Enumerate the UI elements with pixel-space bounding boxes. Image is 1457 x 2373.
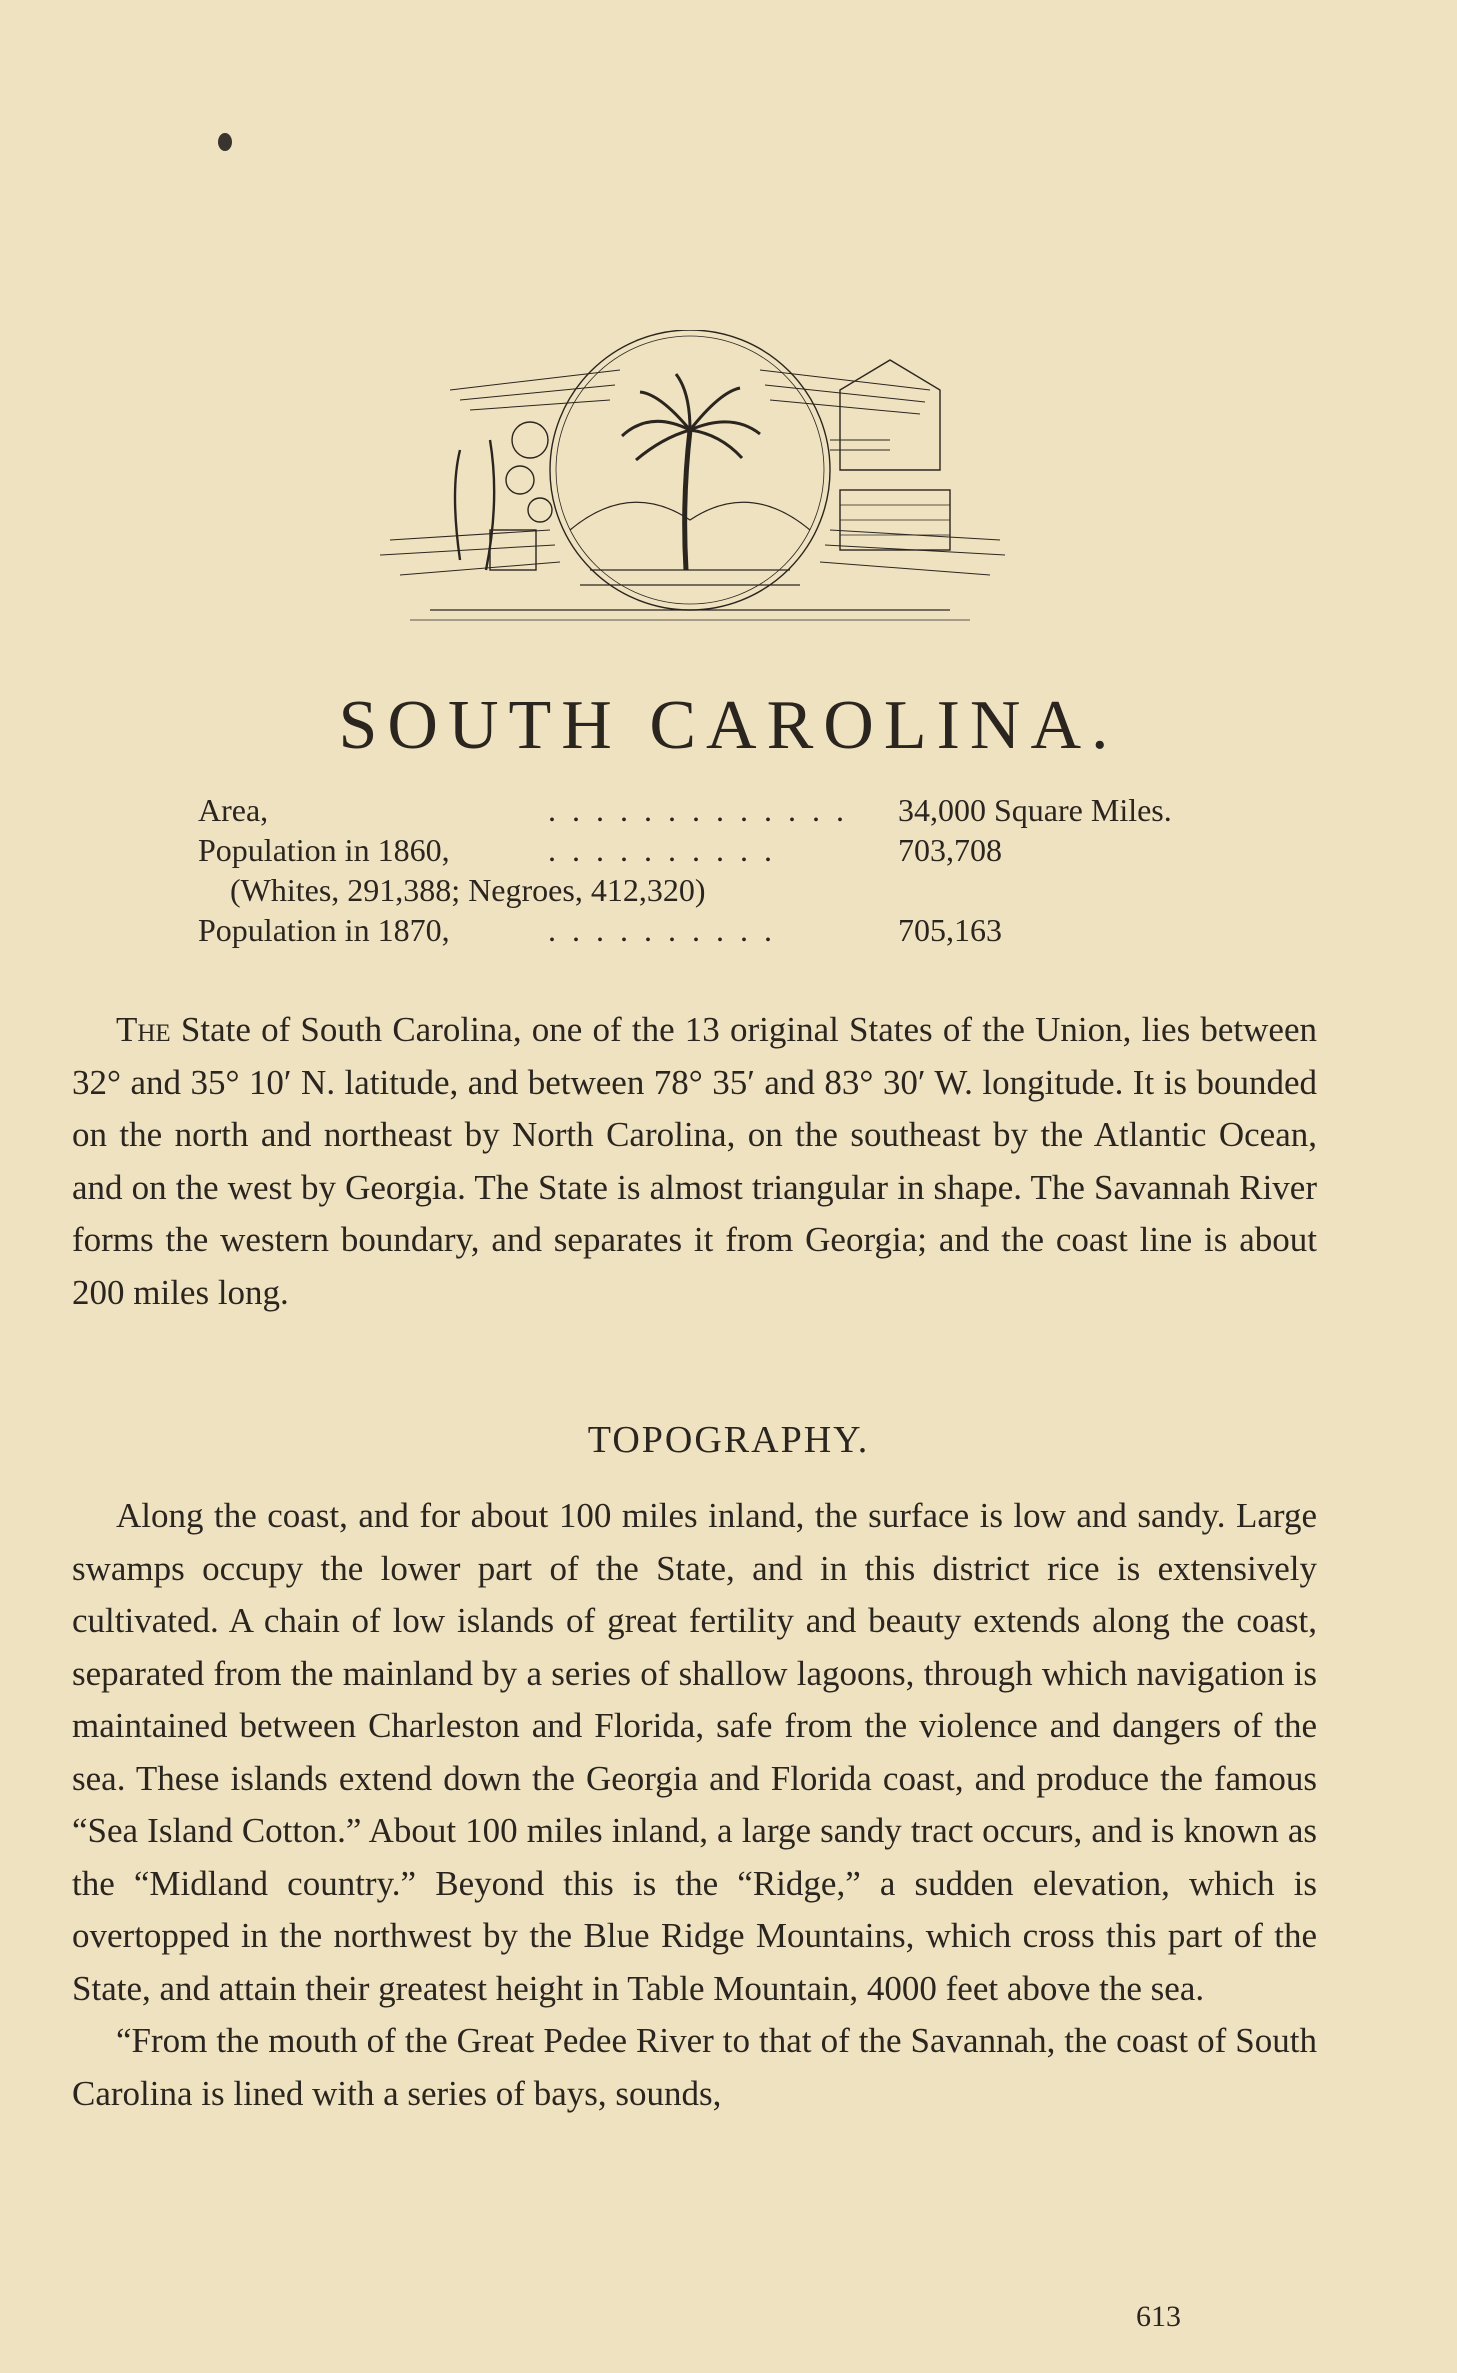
- topography-section: [72, 1490, 1317, 2120]
- stat-value: 705,163: [898, 912, 1002, 948]
- section-heading: TOPOGRAPHY.: [587, 1419, 870, 1461]
- intro-paragraph: [72, 1004, 1317, 1319]
- stat-label: (Whites, 291,388; Negroes, 412,320): [230, 872, 706, 908]
- lead-word: The: [116, 1010, 171, 1049]
- stat-label: Population in 1870,: [198, 912, 450, 948]
- stat-value: 34,000 Square Miles.: [898, 792, 1172, 828]
- topography-paragraph: “From the mouth of the Great Pedee River to that of the Savannah, the coast of South Carolina is lined with a series of bays, sounds,: [72, 2021, 1317, 2113]
- intro-text: State of South Carolina, one of the 13 original States of the Union, lies between 32° and 35° 10′ N. latitude, and between 78° 35′ and 83° 30′ W. longitude. It is bounded on the north and northeast by North Carolina, on the southeast by the Atlantic Ocean, and on the west by Georgia. The State is almost triangular in shape. The Savannah River forms the western boundary, and separates it from Georgia; and the coast line is about 200 miles long.: [72, 1010, 1317, 1312]
- leader-dots: . . . . . . . . . . . . .: [548, 792, 848, 828]
- stat-value: 703,708: [898, 832, 1002, 868]
- leader-dots: . . . . . . . . . .: [548, 832, 776, 868]
- state-seal-engraving: [370, 330, 1010, 640]
- leader-dots: . . . . . . . . . .: [548, 912, 776, 948]
- stat-label: Area,: [198, 792, 269, 828]
- intro-section: [72, 1004, 1317, 1319]
- stat-label: Population in 1860,: [198, 832, 450, 868]
- topography-paragraph: Along the coast, and for about 100 miles inland, the surface is low and sandy. Large swamps occupy the lower part of the State, and in this district rice is extensively cultivated. A chain of low islands of great fertility and beauty extends along the coast, separated from the mainland by a series of shallow lagoons, through which navigation is maintained between Charleston and Florida, safe from the violence and dangers of the sea. These islands extend down the Georgia and Florida coast, and produce the famous “Sea Island Cotton.” About 100 miles inland, a large sandy tract occurs, and is known as the “Midland country.” Beyond this is the “Ridge,” a sudden elevation, which is overtopped in the northwest by the Blue Ridge Mountains, which cross this part of the State, and attain their greatest height in Table Mountain, 4000 feet above the sea.: [72, 1496, 1317, 2008]
- page-title: SOUTH CAROLINA.: [338, 687, 1119, 764]
- page-number: 613: [1136, 2300, 1181, 2333]
- ink-mark: [218, 133, 232, 151]
